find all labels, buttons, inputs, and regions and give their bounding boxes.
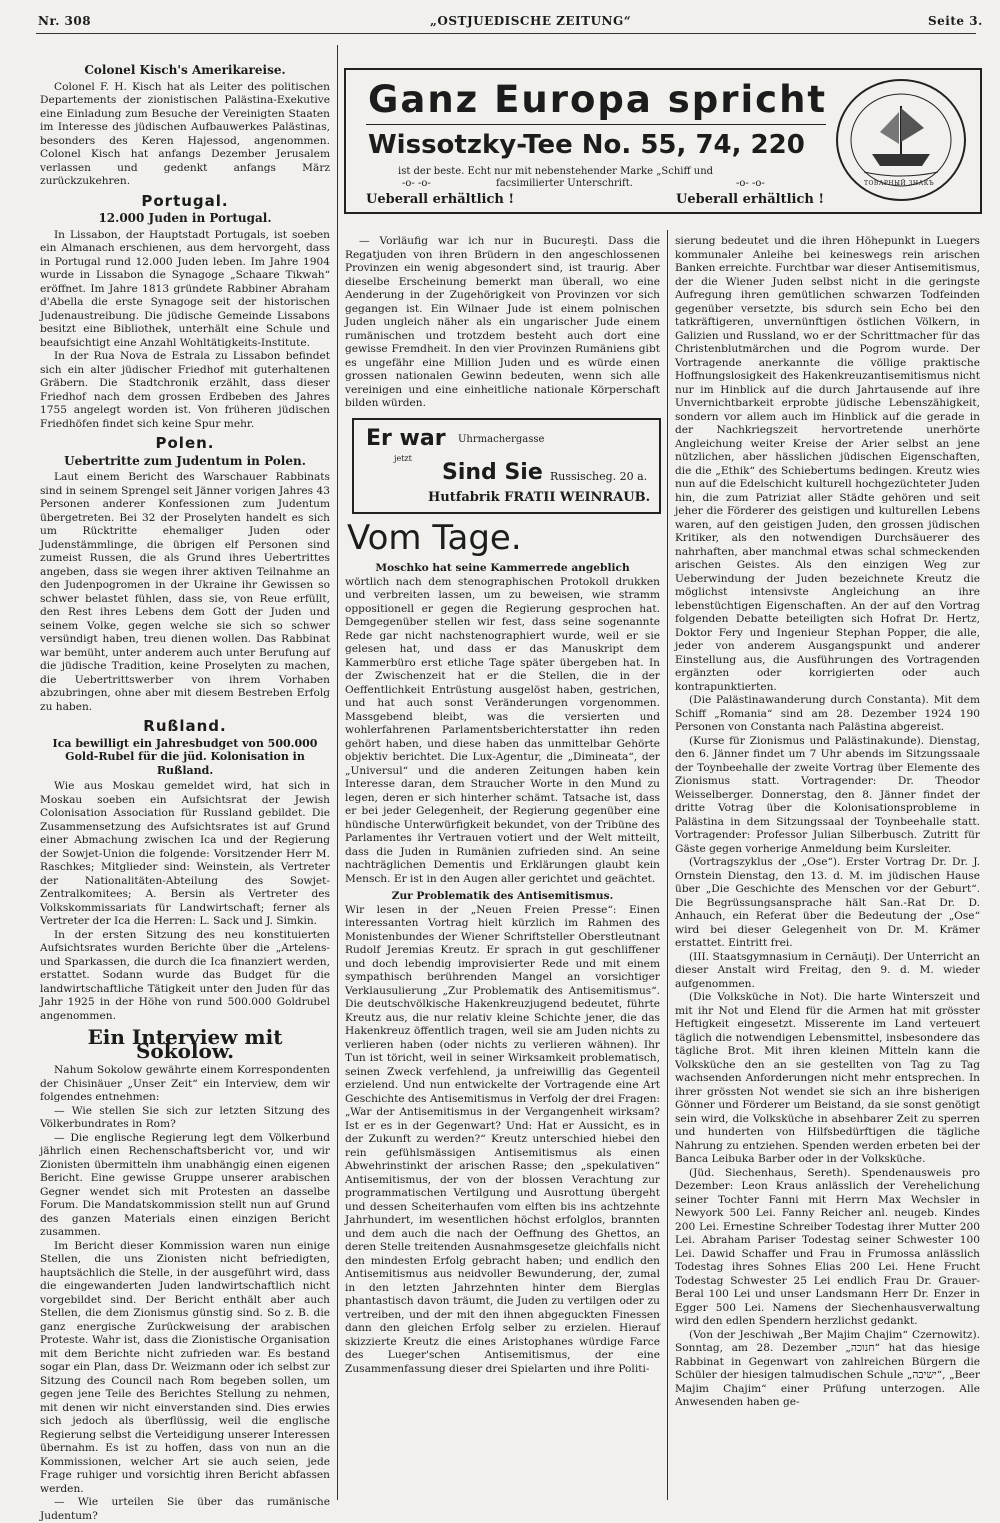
antisemitismus-text: Wir lesen in der „Neuen Freien Presse“: Einen interessanten Vortrag hielt kürzlich im Rahmen des Monistenbundes der Wiener Schriftsteller Oberstleutnant Rudolf Jeremias Kreutz. Er sprach in gut geschliffener und doch lebendig improvisierter Rede und mit einem sympathisch berührenden Mangel an vorsichtiger Verklausulierung „Zur Problematik des Antisemitismus“. Die deutschvölkische Hakenkreuzjugend bedeutet, führte Kreutz aus, die nur relativ kleine Schichte jener, die das Hakenkreuz öffentlich tragen, weil sie am Juden nichts zu verlieren haben (oder nichts zu verlieren wähnen). Ihr Tun ist töricht, weil in seiner Wirksamkeit problematisch, seinen Zweck verfehlend, ja unfreiwillig das Gegenteil erzielend. Und nun entwickelte der Vortragende eine Art Geschichte des Antisemitismus in Verfolg der drei Fragen: „War der Antisemitismus in der Vergangenheit wirksam? Ist er es in der Gegenwart? Und: Hat er Aussicht, es in der Zukunft zu werden?“ Kreutz unterschied hiebei den rein gefühlsmässigen Antisemitismus als einen Abwehrinstinkt der arischen Rasse; den „spekulativen“ Antisemitismus, der von der blossen Verachtung zur programmatischen Vertilgung und Ausrottung übergeht und dessen Scheiterhaufen vom elften bis ins achtzehnte Jahrhundert, im wesentlichen höchst erfolglos, brannten und dem auch die nach der Oeffnung des Ghettos, an deren Stelle treitenden Ausnahmsgesetze gleichfalls nicht den mindesten Erfolg gebracht haben; und endlich den Antisemitismus aus neidvoller Bewunderung, der, zumal in den letzten Jahrzehnten hinter dem Bierglas phantastisch davon träumt, die Juden zu vertilgen oder zu vertreiben, und der mit den ihnen abgeguckten Finessen dann den gleichen Erfolg selber zu erzielen. Hierauf skizzierte Kreutz die eines Aristophanes würdige Farce des Lueger'schen Antisemitismus, der eine Zusammenfassung dieser drei Spielarten und ihre Politi- (345, 903, 660, 1375)
staatsgymnasium: (III. Staatsgymnasium in Cernăuţi). Der Unterricht an dieser Anstalt wird Freitag, den 9. d. M. wieder aufgenommen. (675, 950, 980, 990)
ad-product: Wissotzky-Tee No. 55, 74, 220 (368, 130, 805, 160)
logo-text: ТОВАРНЫЙ ЗНАКЪ (864, 180, 935, 187)
ad2-firm: Hutfabrik FRATII WEINRAUB. (428, 490, 651, 505)
column-rule-2 (667, 230, 668, 1500)
sokolow-text-3: — Die englische Regierung legt dem Völkerbund jährlich einen Rechenschaftsbericht vor, und wir Zionisten übermitteln ihm unabhängig einen eigenen Bericht. Eine gewisse Gruppe unserer arabischen Gegner wendet sich mit Protesten an dasselbe Forum. Die Mandatskommission stellt nun auf Grund des ganzen Materials einen einzigen Bericht zusammen. (40, 1131, 330, 1238)
header-rule (36, 33, 976, 34)
ad2-jetzt: jetzt (394, 454, 412, 463)
ad-available-right: Ueberall erhältlich ! (676, 192, 825, 207)
ad-desc-1: ist der beste. Echt nur mit nebenstehender Marke „Schiff und (398, 166, 714, 177)
palaestinawanderung: (Die Palästinawanderung durch Constanta). Mit dem Schiff „Romania“ sind am 28. Dezember 1924 190 Personen von Constanta nach Palästina abgereist. (675, 694, 980, 733)
sokolow-text-1: Nahum Sokolow gewährte einem Korrespondenten der Chisinäuer „Unser Zeit“ ein Interview, dem wir folgendes entnehmen: (40, 1064, 330, 1103)
ad2-addr-1: Uhrmachergasse (458, 434, 545, 445)
column-3 (675, 235, 980, 1500)
kreutz-continued: sierung bedeutet und die ihren Höhepunkt in Luegers kommunaler Anleihe bei keineswegs rein arischen Banken erreichte. Furchtbar war dieser Antisemitismus, der die Wiener Juden selbst nicht in die geringste Aufregung ihren gemütlichen schwarzen Todfeinden gegenüber versetzte, bis sdurch sein Echo bei den tatkräftigeren, unvernünftigen östlichen Völkern, in Galizien und Russland, wo er der Schrittmacher für das Christenblutmärchen und die Pogrom wurde. Der Vortragende anerkannte die völlige praktische Hoffnungslosigkeit des Hakenkreuzantisemitismus nicht nur im Hinblick auf die durch Jahrtausende auf ihre Unvernichtbarkeit erprobte jüdische Lebenszähigkeit, sondern vor allem auch im Hinblick auf die gerade in der Nachkriegszeit hervortretende unerhörte Angleichung weiter Kreise der Arier selbst an jene nützlichen, aber hässlichen jüdischen Eigenschaften, die die „Ethik“ des Schiebertums bedingen. Kreutz wies nun auf die Edelschicht kulturell hochgezüchteter Juden hin, die zum Patriziat aller Städte gehören und seit jeher die Förderer des geistigen und kulturellen Lebens waren, auf den geistigen Juden, den grossen jüdischen Kritiker, als den notwendigen Durchsäuerer des nahrhaften, aber manchmal etwas schal schmeckenden arischen Geistes. Als den einzigen Weg zur Ueberwindung der Juden bezeichnete Kreutz die möglichst intensivste Angleichung an ihre lebenstüchtigen Eigenschaften. An der auf den Vortrag folgenden Debatte beteiligten sich Hofrat Dr. Hertz, Doktor Fery und Ingenieur Stephan Popper, die alle, jeder von anderem Ausgangspunkt und anderer Einstellung aus, die Ausführungen des Vortragenden ergänzten oder korrigierten oder auch kontrapunktierten. (675, 235, 980, 693)
polen-heading: Polen. (155, 434, 215, 452)
sokolow-text-5: — Wie urteilen Sie über das rumänische Judentum? (40, 1496, 330, 1522)
vortragszyklus-ose: (Vortragszyklus der „Ose“). Erster Vortrag Dr. Dr. J. Ornstein Dienstag, den 13. d. M. im jüdischen Hause über „Die Geschichte des Menschen vor der Geburt“. Die Begrüssungsansprache hält San.-Rat Dr. D. Anhauch, ein Referat über die Bedeutung der „Ose“ wird bei dieser Gelegenheit von Dr. M. Krämer erstattet. Eintritt frei. (675, 856, 980, 949)
sokolow-text-4: Im Bericht dieser Kommission waren nun einige Stellen, die uns Zionisten nicht befriedigten, hauptsächlich die Stelle, in der ausgeführt wird, dass die eingewanderten Juden landwirtschaftlich nicht vorgebildet sind. Der Bericht enthält aber auch Stellen, die dem Zionismus günstig sind. So z. B. die ganz energische Zurückweisung der arabischen Proteste. Wahr ist, dass die Zionistische Organisation mit dem Berichte nicht zufrieden war. Es bestand sogar ein Plan, dass Dr. Weizmann oder ich selbst zur Sitzung des Council nach Rom begeben sollen, um gegen jene Teile des Berichtes Stellung zu nehmen, mit denen wir nicht einverstanden sind. Dies erwies sich jedoch als überflüssig, weil die englische Regierung selbst die Verteidigung unserer Interessen übernahm. Es ist zu hoffen, dass von nun an die Kommissionen, welcher Art sie auch seien, jede Frage ruhiger und vorsichtig ihren Bericht abfassen werden. (40, 1239, 330, 1495)
siechenhaus: (Jüd. Siechenhaus, Sereth). Spendenausweis pro Dezember: Leon Kraus anlässlich der Verehelichung seiner Tochter Fanni mit Herrn Max Wechsler in Newyork 500 Lei. Fanny Reicher anl. neugeb. Kindes 200 Lei. Ernestine Schreiber Todestag ihrer Mutter 200 Lei. Abraham Pariser Todestag seiner Schwester 100 Lei. Dawid Schaffer und Frau in Frumossa anlässlich Todestag ihres Sohnes Elias 200 Lei. Hene Frucht Todestag Schwester 25 Lei endlich Frau Dr. Grauer-Beral 100 Lei und unser Landsmann Herr Dr. Enzer in Egger 500 Lei. Namens der Siechenhausverwaltung wird den edlen Spendern herzlichst gedankt. (675, 1166, 980, 1327)
jeschiwah: (Von der Jeschiwah „Ber Majim Chajim“ Czernowitz). Sonntag, am 28. Dezember „חנוכה“ hat das hiesige Rabbinat in Gegenwart von zahlreichen Bürgern die Schüler der hiesigen talmudischen Schule „ישיבה“, „Beer Majim Chajim“ einer Prüfung unterzogen. Alle Anwesenden haben ge- (675, 1328, 980, 1408)
ad-available-left: Ueberall erhältlich ! (366, 192, 515, 207)
page-number: Seite 3. (928, 14, 983, 28)
column-1 (40, 60, 330, 1522)
ad-rule (366, 124, 826, 125)
newspaper-title: „OSTJUEDISCHE ZEITUNG“ (430, 14, 632, 28)
column-2-main (345, 518, 660, 1500)
issue-number: Nr. 308 (38, 14, 92, 28)
ad-headline: Ganz Europa spricht (368, 78, 828, 121)
russland-text-1: Wie aus Moskau gemeldet wird, hat sich in Moskau soeben ein Aufsichtsrat der Jewish Colonisation Association für Russland gebildet. Die Zusammensetzung des Aufsichtsrates ist auf Grund einer Abmachung zwischen Ica und der Regierung der Sowjet-Union die folgende: Vorsitzender Herr M. Raschkes; Mitglieder sind: Weinstein, als Vertreter der Nationalitäten-Abteilung des Sowjet-Zentralkomitees; A. Bersin als Vertreter des Volkskommissariats für Landwirtschaft; ferner als Vertreter der Ica die Herren: L. Sack und J. Simkin. (40, 780, 330, 927)
ad2-addr-2: Russischeg. 20 a. (550, 470, 648, 483)
sokolow-text-2: — Wie stellen Sie sich zur letzten Sitzung des Völkerbundrates in Rom? (40, 1104, 330, 1130)
bucuresti-text: — Vorläufig war ich nur in Bucureşti. Dass die Regatjuden von ihren Brüdern in den angeschlossenen Provinzen ein wenig abgesondert sind, ist traurig. Aber dieselbe Erscheinung bemerkt man überall, wo eine Aenderung in der Zugehörigkeit von Provinzen vor sich gegangen ist. Ein Wilnaer Jude ist einem polnischen Juden ungleich näher als ein ungarischer Jude einem rumänischen und trotzdem besteht auch dort eine gewisse Fremdheit. In den vier Provinzen Rumäniens gibt es ungefähr eine Million Juden und es würde einen grossen nationalen Gewinn bedeuten, wenn sich alle vereinigen und eine einheitliche nationale Körperschaft bilden würden. (345, 235, 660, 409)
portugal-title: 12.000 Juden in Portugal. (98, 211, 272, 225)
polen-title: Uebertritte zum Judentum in Polen. (64, 453, 306, 468)
antisemitismus-title: Zur Problematik des Antisemitismus. (391, 890, 614, 902)
moschko-title: Moschko hat seine Kammerrede angeblich (375, 562, 630, 574)
portugal-text-2: In der Rua Nova de Estrala zu Lissabon befindet sich ein alter jüdischer Friedhof mit guterhaltenen Gräbern. Die Stadtchronik erzählt, dass dieser Friedhof nach dem grossen Erdbeben des Jahres 1755 angelegt worden ist. Von früheren jüdischen Friedhöfen findet sich keine Spur mehr. (40, 350, 330, 430)
ad-desc-2: facsimilierter Unterschrift. (496, 178, 633, 189)
kurse-zionismus: (Kurse für Zionismus und Palästinakunde). Dienstag, den 6. Jänner findet um 7 Uhr abends im Sitzungssaale der Toynbeehalle der zweite Vortrag über Elemente des Zionismus statt. Vortragender: Dr. Theodor Weisselberger. Donnerstag, den 8. Jänner findet der dritte Votrag über die Kolonisationsprobleme in Palästina in dem Sitzungssaal der Toynbeehalle statt. Vortragender: Professor Julian Silberbusch. Zutritt für Gäste gegen vorherige Anmeldung beim Kursleiter. (675, 734, 980, 855)
sokolow-title: Ein Interview mit Sokolow. (87, 1025, 283, 1063)
russland-text-2: In der ersten Sitzung des neu konstituierten Aufsichtsrates wurden Berichte über die „Artelens- und Sparkassen, die durch die Ica finanziert werden, erstattet. Sodann wurde das Budget für die landwirtschaftliche Tätigkeit unter den Juden für das Jahr 1925 in der Höhe von rund 500.000 Goldrubel angenommen. (40, 928, 330, 1022)
vom-tage-heading: Vom Tage. (347, 518, 522, 558)
volkskueche: (Die Volksküche in Not). Die harte Winterszeit und mit ihr Not und Elend für die Armen hat mit grösster Heftigkeit eingesetzt. Misserente im Land verteuert täglich die notwendigen Lebensmittel, insbesondere das tägliche Brot. Mit ihren kleinen Mitteln kann die Volksküche den an sie gestellten von Tag zu Tag wachsenden Anforderungen nicht mehr entsprechen. In ihrer grössten Not wendet sie sich an ihre bisherigen Gönner und Förderer um Beistand, da sie sonst genötigt sein wird, die Volksküche in absehbarer Zeit zu sperren und hunderten von Hilfsbedürftigen die tägliche Nahrung zu entziehen. Spenden werden erbeten bei der Banca Leibuka Barber oder in der Volksküche. (675, 991, 980, 1165)
kisch-text: Colonel F. H. Kisch hat als Leiter des politischen Departements der zionistischen Palästina-Exekutive eine Einladung zum Besuche der Vereinigten Staaten im Interesse des jüdischen Aufbauwerkes Palästinas, besonders des Keren Hajessod, angenommen. Colonel Kisch hat anfangs Dezember Jerusalem verlassen und gedenkt anfangs März zurückzukehren. (40, 80, 330, 187)
column-rule-1 (337, 230, 338, 1500)
ad2-sindsie: Sind Sie (442, 460, 543, 485)
ad-marks-right: -o- -o- (736, 178, 765, 189)
column-rule-top (337, 45, 338, 230)
ad2-erwar: Er war (366, 426, 446, 451)
russland-heading: Rußland. (143, 717, 227, 735)
weinraub-ad (352, 418, 661, 514)
ad-marks-left: -o- -o- (402, 178, 431, 189)
polen-text: Laut einem Bericht des Warschauer Rabbinats sind in seinem Sprengel seit Jänner vorigen Jahres 43 Personen anderer Konfessionen zum Judentum übergetreten. Bei 32 der Proselyten handelt es sich um Rücktritte ehemaliger Juden oder Judenstämmlinge, die übrigen elf Personen sind zumeist Russen, die als Grund ihres Uebertrittes angeben, dass sie wegen ihrer aktiven Teilnahme an den Judenpogromen in der Ukraine ihr Gewissen so schwer belastet fühlen, dass sie, von Reue erfüllt, den Rest ihres Lebens dem Gott der Juden und seinem Volke, gegen welche sie sich so schwer versündigt haben, treu dienen wollen. Das Rabbinat war bemüht, unter anderem auch unter Berufung auf die jüdische Tradition, keine Proselyten zu machen, die Uebertrittswerber von ihrem Vorhaben abzubringen, ohne aber mit diesem Bestreben Erfolg zu haben. (40, 471, 330, 713)
moschko-text: wörtlich nach dem stenographischen Protokoll drukken und verbreiten lassen, um zu beweisen, wie stramm oppositionell er gegen die Regierung gesprochen hat. Demgegenüber stellen wir fest, dass seine sogenannte Rede gar nicht nachstenographiert wurde, weil er sie gelesen hat, und dass er das Manuskript dem Kammerbüro erst etliche Tage später übergeben hat. In der Zwischenzeit hat er die Stellen, die in der Oeffentlichkeit Entrüstung ausgelöst haben, gestrichen, und hat auch sonst Veränderungen vorgenommen. Massgebend bleibt, was die versierten und wohlerfahrenen Parlamentsberichterstatter ihn reden gehört haben, und diese haben das unmittelbar Gehörte objektiv berichtet. Die Lux-Agentur, die „Dimineata“, der „Universul“ und die anderen Zeitungen haben kein Interesse daran, dem Straucher Worte in den Mund zu legen, deren er sich hinterher schämt. Tatsache ist, dass er bei jeder Gelegenheit, der Regierung gegenüber eine hündische Unterwürfigkeit bekundet, von der Tribüne des Parlamentes ihr Vertrauen votiert und der Welt mitteilt, dass die Juden in Rumänien zufrieden sind. An seine nachträglichen Dementis und Erklärungen glaubt kein Mensch. Er ist in den Augen aller gerichtet und geächtet. (345, 575, 660, 885)
portugal-text-1: In Lissabon, der Hauptstadt Portugals, ist soeben ein Almanach erschienen, aus dem hervorgeht, dass in Portugal rund 12.000 Juden leben. Im Jahre 1904 wurde in Lissabon die Synagoge „Schaare Tikwah“ eröffnet. Im Jahre 1813 gründete Rabbiner Abraham d'Abella die erste Synagoge seit der historischen Judenaustreibung. Die jüdische Gemeinde Lissabons besitzt eine Bibliothek, unterhält eine Schule und beaufsichtigt eine Anzahl Wohltätigkeits-Institute. (40, 228, 330, 349)
wissotzky-ad (344, 68, 982, 214)
column-2-top (345, 235, 660, 410)
russland-title: Ica bewilligt ein Jahresbudget von 500.000 Gold-Rubel für die jüd. Kolonisation in Rußland. (52, 736, 318, 777)
portugal-heading: Portugal. (141, 191, 229, 210)
kisch-title: Colonel Kisch's Amerikareise. (84, 63, 286, 77)
